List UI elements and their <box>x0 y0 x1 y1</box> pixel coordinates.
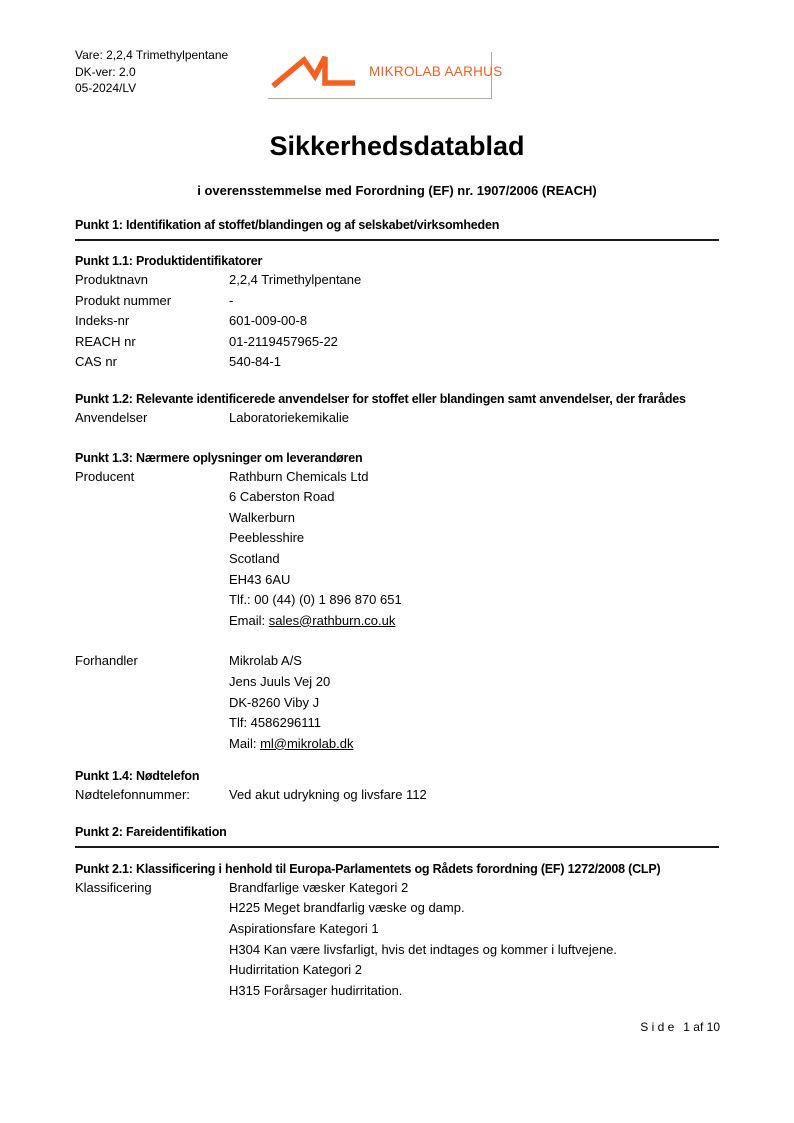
field-row <box>75 352 719 373</box>
mikrolab-logo-inner <box>270 52 503 90</box>
email-line <box>229 611 402 632</box>
field-value: 01-2119457965-22 <box>229 333 338 349</box>
version-line: DK-ver: 2.0 <box>75 64 136 79</box>
producent-block <box>75 467 719 632</box>
field-value: 540-84-1 <box>229 354 282 370</box>
hazard-statement-line: H225 Meget brandfarlig væske og damp. <box>229 900 465 916</box>
field-row <box>75 291 719 312</box>
address-line: 6 Caberston Road <box>229 489 335 505</box>
forhandler-label: Forhandler <box>75 653 138 669</box>
address-line: EH43 6AU <box>229 571 291 587</box>
logo-wordmark: MIKROLAB AARHUS <box>369 63 503 79</box>
phone-line: Tlf.: 00 (44) (0) 1 896 870 651 <box>229 592 402 608</box>
klassificering-block <box>75 878 719 1002</box>
field-label: Anvendelser <box>75 409 148 425</box>
address-line: Scotland <box>229 550 280 566</box>
punkt-1-1-rows <box>75 270 719 373</box>
field-value: 601-009-00-8 <box>229 313 308 329</box>
punkt-1-4-heading: Punkt 1.4: Nødtelefon <box>75 769 200 784</box>
page-header <box>75 47 719 99</box>
klassificering-lines <box>229 878 617 1002</box>
field-row <box>75 332 719 353</box>
hazard-statement-line: H304 Kan være livsfarligt, hvis det indtages og kommer i luftvejene. <box>229 941 618 957</box>
phone-line: Tlf: 4586296111 <box>229 715 322 731</box>
section-1-heading: Punkt 1: Identifikation af stoffet/blandingen og af selskabet/virksomheden <box>75 217 719 241</box>
field-label: CAS nr <box>75 354 117 370</box>
email-label: Mail: <box>229 735 261 751</box>
field-value: Ved akut udrykning og livsfare 112 <box>229 787 427 803</box>
section-2-heading: Punkt 2: Fareidentifikation <box>75 824 719 848</box>
punkt-1-2-heading: Punkt 1.2: Relevante identificerede anvendelser for stoffet eller blandingen samt anvendelser, der frarådes <box>75 391 686 406</box>
page-number <box>640 1020 720 1034</box>
page-number-value: 1 af 10 <box>683 1020 720 1034</box>
email-line <box>229 734 353 755</box>
field-value: 2,2,4 Trimethylpentane <box>229 272 362 287</box>
address-line: Peeblesshire <box>229 530 305 546</box>
product-ref-line: Vare: 2,2,4 Trimethylpentane <box>75 48 229 62</box>
mikrolab-ml-icon <box>270 54 358 88</box>
producent-email-link[interactable]: sales@rathburn.co.uk <box>268 612 396 628</box>
address-line: Rathburn Chemicals Ltd <box>229 468 369 484</box>
classification-line: Hudirritation Kategori 2 <box>229 962 362 978</box>
date-line: 05-2024/LV <box>75 81 137 95</box>
field-value: Laboratoriekemikalie <box>229 409 349 425</box>
field-label: Indeks-nr <box>75 313 130 329</box>
field-label: Nødtelefonnummer: <box>75 787 190 803</box>
punkt-1-1-heading: Punkt 1.1: Produktidentifikatorer <box>75 254 263 268</box>
field-row <box>75 408 719 429</box>
forhandler-address <box>229 651 353 754</box>
address-line: DK-8260 Viby J <box>229 694 320 710</box>
field-row <box>75 311 719 332</box>
klassificering-label: Klassificering <box>75 879 152 895</box>
producent-address <box>229 467 402 632</box>
document-title: Sikkerhedsdatablad <box>269 131 525 161</box>
field-row <box>75 270 719 291</box>
punkt-1-3-heading: Punkt 1.3: Nærmere oplysninger om leverandøren <box>75 450 363 465</box>
field-value: - <box>229 292 234 308</box>
address-line: Jens Juuls Vej 20 <box>229 673 331 689</box>
punkt-2-1-heading: Punkt 2.1: Klassificering i henhold til Europa-Parlamentets og Rådets forordning (EF) 1272/2008 (CLP) <box>75 861 661 876</box>
producent-label: Producent <box>75 468 135 484</box>
field-label: Produkt nummer <box>75 292 172 308</box>
email-label: Email: <box>229 612 269 628</box>
field-row <box>75 785 719 806</box>
field-label: REACH nr <box>75 333 136 349</box>
classification-line: Aspirationsfare Kategori 1 <box>229 921 379 937</box>
page-number-word: S i d e <box>640 1020 675 1034</box>
mikrolab-logo <box>268 52 503 99</box>
hazard-statement-line: H315 Forårsager hudirritation. <box>229 982 403 998</box>
address-line: Walkerburn <box>229 509 295 525</box>
classification-line: Brandfarlige væsker Kategori 2 <box>229 879 409 895</box>
forhandler-email-link[interactable]: ml@mikrolab.dk <box>260 735 354 751</box>
document-subtitle: i overensstemmelse med Forordning (EF) nr. 1907/2006 (REACH) <box>197 183 597 198</box>
forhandler-block <box>75 651 719 754</box>
field-label: Produktnavn <box>75 272 148 287</box>
address-line: Mikrolab A/S <box>229 653 302 669</box>
